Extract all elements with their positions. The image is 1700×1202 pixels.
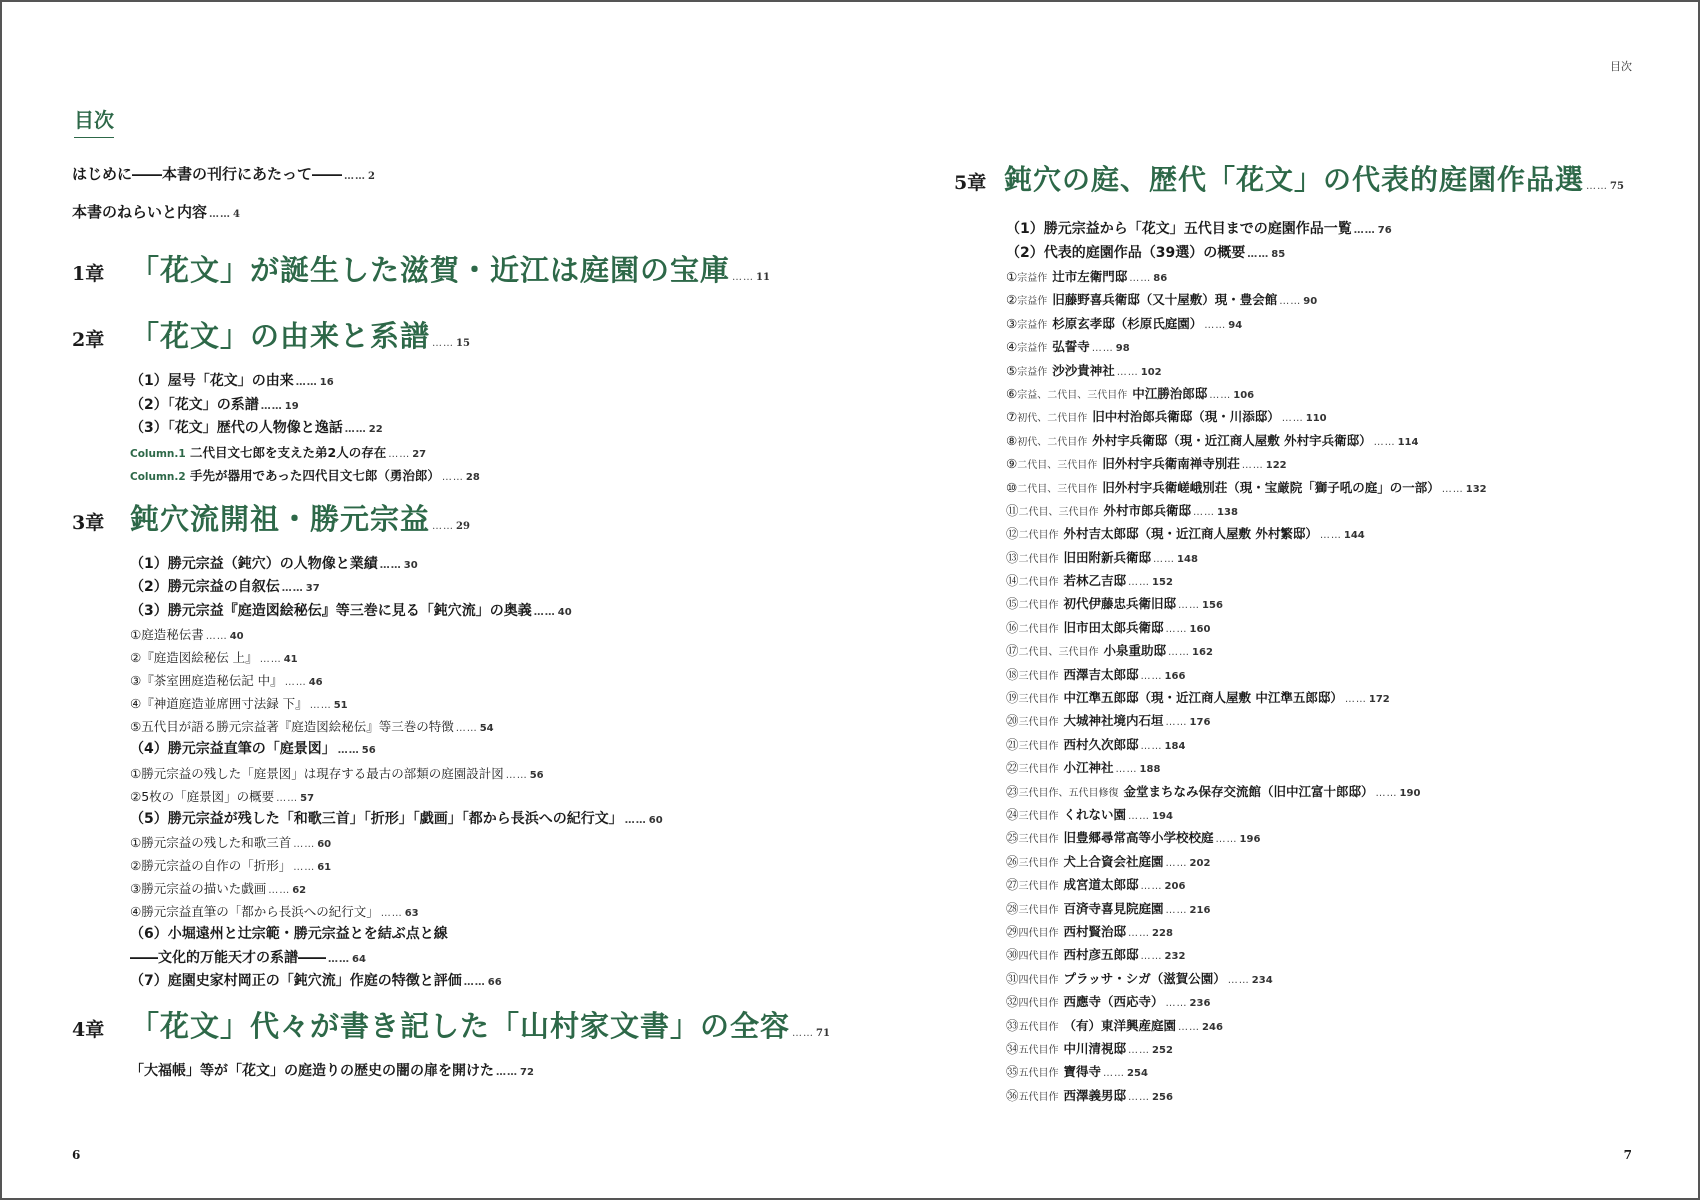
item-name: 西村久次郎邸 [1063, 736, 1139, 752]
item-role: 四代目作 [1018, 951, 1059, 963]
item-number: ⑲ [1006, 690, 1019, 706]
item-name: プラッサ・シガ（滋賀公園） [1063, 970, 1226, 986]
item-name: 旧外村宇兵衛南禅寺別荘 [1102, 456, 1240, 472]
toc-section[interactable]: （1）勝元宗益（鈍穴）の人物像と業績 …… 30 [130, 555, 418, 572]
toc-work-item[interactable]: ㉞五代目作 中川清視邸 …… 252 [1006, 1040, 1173, 1056]
toc-column-entry[interactable]: Column.1 二代目文七郎を支えた弟2人の存在 …… 27 [130, 441, 802, 464]
item-number: ⑭ [1006, 573, 1019, 589]
item-role: 宗益作 [1017, 273, 1048, 284]
item-role: 宗益作 [1017, 296, 1048, 308]
toc-work-item[interactable]: ㉝五代目作 （有）東洋興産庭園 …… 246 [1006, 1017, 1223, 1033]
item-number: ㉕ [1006, 830, 1019, 846]
entry-text: はじめに――本書の刊行にあたって―― [72, 165, 343, 183]
toc-section[interactable]: （7）庭園史家村岡正の「鈍穴流」作庭の特徴と評価 …… 66 [130, 973, 502, 989]
item-role: 五代目作 [1018, 1044, 1059, 1056]
item-role: 宗益作 [1017, 319, 1048, 331]
toc-subsection[interactable]: ④『神道庭造並席囲寸法録 下』 …… 51 [130, 696, 348, 711]
item-name: 中川清視邸 [1063, 1040, 1127, 1056]
item-number: ① [1006, 269, 1018, 284]
toc-work-item[interactable]: ⑧初代、二代目作 外村宇兵衛邸（現・近江商人屋敷 外村宇兵衛邸） …… 114 [1006, 432, 1419, 448]
toc-entry-aims[interactable]: 本書のねらいと内容 …… 4 [72, 203, 240, 221]
toc-work-item[interactable]: ㉟五代目作 寶得寺 …… 254 [1006, 1064, 1148, 1080]
item-name: 中江準五郎邸（現・近江商人屋敷 中江準五郎邸） [1063, 690, 1343, 706]
item-name: 西村賢治邸 [1063, 923, 1127, 939]
item-name: 杉原玄孝邸（杉原氏庭園） [1052, 315, 1203, 331]
toc-subsection[interactable]: ②勝元宗益の自作の「折形」 …… 61 [130, 858, 332, 873]
page-number: 7 [1623, 1148, 1632, 1162]
item-role: 二代目作 [1018, 600, 1059, 612]
item-name: 寶得寺 [1063, 1064, 1102, 1080]
page-ref: 228 [1152, 927, 1173, 939]
item-role: 初代、二代目作 [1017, 436, 1088, 448]
page-ref: 206 [1164, 881, 1186, 893]
page-ref: 102 [1140, 366, 1162, 378]
toc-work-item[interactable]: ㉒三代目作 小江神社 …… 188 [1006, 760, 1161, 776]
item-name: 若林乙吉邸 [1063, 573, 1127, 589]
item-role: 五代目作 [1018, 1068, 1059, 1080]
item-name: 西應寺（西応寺） [1063, 994, 1164, 1010]
item-role: 二代目作 [1018, 553, 1059, 565]
toc-work-item[interactable]: ⑰二代目、三代目作 小泉重助邸 …… 162 [1006, 643, 1213, 659]
chapter-title: 鈍穴の庭、歴代「花文」の代表的庭園作品選 [1004, 163, 1585, 196]
item-name: 西村彦五郎邸 [1063, 947, 1139, 963]
item-role: 三代目作 [1018, 834, 1059, 846]
page-ref: 254 [1127, 1068, 1148, 1080]
toc-work-item[interactable]: ㉕三代目作 旧豊郷尋常高等小学校校庭 …… 196 [1006, 830, 1261, 846]
item-number: ㉜ [1006, 994, 1019, 1010]
item-role: 三代目作 [1018, 764, 1059, 776]
item-role: 四代目作 [1018, 998, 1059, 1010]
page-ref: 29 [456, 520, 470, 532]
toc-work-item[interactable]: ⑫二代目作 外村吉太郎邸（現・近江商人屋敷 外村繁邸） …… 144 [1006, 526, 1365, 542]
item-role: 二代目作 [1018, 577, 1059, 589]
page-ref: 106 [1233, 389, 1255, 401]
item-role: 二代目、三代目作 [1017, 483, 1098, 495]
item-number: ㉞ [1006, 1040, 1019, 1056]
item-role: 二代目作 [1018, 623, 1059, 635]
item-number: ⑦ [1006, 409, 1018, 425]
page-ref: 86 [1153, 273, 1168, 284]
item-name: 旧中村治郎兵衛邸（現・川添邸） [1092, 409, 1280, 425]
toc-subsection[interactable]: ③『茶室囲庭造秘伝記 中』 …… 46 [130, 673, 323, 688]
item-number: ㉓ [1006, 783, 1019, 799]
toc-work-item[interactable]: ㉖三代目作 犬上合資会社庭園 …… 202 [1006, 853, 1211, 869]
entry-text: 本書のねらいと内容 [72, 203, 208, 221]
toc-work-item[interactable]: ⑦初代、二代目作 旧中村治郎兵衛邸（現・川添邸） …… 110 [1006, 409, 1327, 425]
page-number: 6 [72, 1148, 81, 1162]
toc-subsection[interactable]: ①勝元宗益の残した和歌三首 …… 60 [130, 835, 332, 850]
item-name: 金堂まちなみ保存交流館（旧中江富十郎邸） [1123, 783, 1374, 799]
item-number: ㉒ [1006, 760, 1019, 776]
page-ref: 94 [1228, 319, 1243, 331]
page-ref: 114 [1397, 436, 1419, 448]
toc-subsection[interactable]: ①庭造秘伝書 …… 40 [130, 627, 244, 642]
toc-work-item[interactable]: ③宗益作 杉原玄孝邸（杉原氏庭園） …… 94 [1006, 315, 1243, 331]
chapter-number: 3章 [72, 511, 105, 534]
toc-subsection[interactable]: ④勝元宗益直筆の「都から長浜への紀行文」 …… 63 [130, 904, 419, 919]
item-number: ③ [1006, 315, 1018, 331]
toc-work-item[interactable]: ㉙四代目作 西村賢治邸 …… 228 [1006, 923, 1173, 939]
item-number: ⑥ [1006, 385, 1018, 401]
chapter-title: 「花文」代々が書き記した「山村家文書」の全容 [130, 1008, 791, 1043]
page-ref: 138 [1217, 506, 1238, 518]
item-role: 宗益、二代目、三代目作 [1017, 389, 1128, 401]
item-number: ㊱ [1006, 1087, 1019, 1103]
page-ref: 4 [233, 209, 240, 220]
toc-section[interactable]: （2）勝元宗益の自叙伝 …… 37 [130, 579, 320, 595]
page-ref: 232 [1164, 951, 1186, 963]
toc-work-item[interactable]: ㉚四代目作 西村彦五郎邸 …… 232 [1006, 947, 1186, 963]
item-name: 中江勝治郎邸 [1132, 385, 1208, 401]
page-ref: 110 [1305, 413, 1327, 425]
item-role: 三代目作 [1018, 694, 1059, 706]
page-ref: 166 [1164, 670, 1186, 682]
item-number: ㉔ [1006, 806, 1019, 822]
item-number: ㉙ [1006, 923, 1019, 939]
item-name: 外村市郎兵衛邸 [1103, 502, 1192, 518]
page-ref: 216 [1189, 904, 1211, 916]
toc-work-item[interactable]: ⑭二代目作 若林乙吉邸 …… 152 [1006, 573, 1173, 589]
page-ref: 194 [1152, 810, 1173, 822]
item-number: ⑫ [1006, 526, 1019, 542]
toc-work-item[interactable]: ⑳三代目作 大城神社境内石垣 …… 176 [1006, 713, 1211, 729]
toc-work-item[interactable]: ㉛四代目作 プラッサ・シガ（滋賀公園） …… 234 [1006, 970, 1273, 986]
page-ref: 246 [1202, 1021, 1223, 1033]
page-ref: 190 [1399, 787, 1421, 799]
item-role: 三代目作 [1018, 740, 1059, 752]
item-number: ⑱ [1006, 666, 1019, 682]
chapter-2-heading[interactable]: 2章 「花文」の由来と系譜 …… 15 [72, 310, 802, 370]
item-number: ⑳ [1006, 713, 1019, 729]
page-ref: 234 [1251, 974, 1273, 986]
chapter-4-heading[interactable]: 4章 「花文」代々が書き記した「山村家文書」の全容 …… 71 [72, 1000, 802, 1060]
toc-work-item[interactable]: ㉜四代目作 西應寺（西応寺） …… 236 [1006, 994, 1211, 1010]
page-ref: 172 [1368, 694, 1390, 706]
item-number: ⑩ [1006, 479, 1018, 495]
item-name: くれない園 [1063, 806, 1127, 822]
page-ref: 236 [1189, 998, 1211, 1010]
toc-work-item[interactable]: ⑮二代目作 初代伊藤忠兵衛旧邸 …… 156 [1006, 596, 1223, 612]
toc-work-item[interactable]: ⑨二代目、三代目作 旧外村宇兵衛南禅寺別荘 …… 122 [1006, 456, 1287, 472]
toc-entry-intro[interactable]: はじめに――本書の刊行にあたって―― …… 2 [72, 165, 375, 183]
item-role: 二代目、三代目作 [1018, 647, 1099, 659]
left-toc-column [72, 162, 830, 1083]
item-name: 旧田附新兵衛邸 [1063, 549, 1152, 565]
toc-work-item[interactable]: ⑤宗益作 沙沙貴神社 …… 102 [1006, 362, 1162, 378]
toc-section[interactable]: （2）代表的庭園作品（39選）の概要 …… 85 [1006, 244, 1286, 261]
chapter-1-heading[interactable]: 1章 「花文」が誕生した滋賀・近江は庭園の宝庫 …… 11 [72, 244, 802, 304]
item-name: 初代伊藤忠兵衛旧邸 [1063, 596, 1177, 612]
item-role: 三代目作 [1018, 670, 1059, 682]
chapter-title: 「花文」が誕生した滋賀・近江は庭園の宝庫 [130, 253, 731, 287]
item-number: ⑯ [1006, 619, 1019, 635]
toc-work-item[interactable]: ⑬二代目作 旧田附新兵衛邸 …… 148 [1006, 549, 1198, 565]
toc-work-item[interactable]: ⑯二代目作 旧市田太郎兵衛邸 …… 160 [1006, 619, 1211, 635]
toc-section-continuation[interactable]: ――文化的万能天才の系譜―― …… 64 [130, 949, 366, 966]
item-name: 小泉重助邸 [1103, 643, 1167, 659]
item-number: ② [1006, 292, 1018, 308]
chapter-3-heading[interactable]: 3章 鈍穴流開祖・勝元宗益 …… 29 [72, 493, 802, 553]
toc-work-item[interactable]: ⑱三代目作 西澤吉太郎邸 …… 166 [1006, 666, 1186, 682]
item-name: （有）東洋興産庭園 [1063, 1017, 1177, 1033]
toc-section[interactable]: （3）勝元宗益『庭造図絵秘伝』等三巻に見る「鈍穴流」の奥義 …… 40 [130, 602, 572, 619]
page-title: 目次 [74, 104, 114, 138]
toc-section[interactable]: （1）屋号「花文」の由来 …… 16 [130, 373, 334, 389]
page-ref: 75 [1610, 181, 1624, 192]
page-ref: 152 [1152, 577, 1173, 589]
chapter-title: 「花文」の由来と系譜 [130, 319, 431, 353]
item-role: 五代目作 [1018, 1091, 1059, 1103]
item-name: 旧外村宇兵衛嵯峨別荘（現・宝厳院「獅子吼の庭」の一部） [1102, 479, 1440, 495]
page-ref: 256 [1152, 1091, 1173, 1103]
chapter-number: 1章 [72, 263, 105, 285]
item-role: 三代目作 [1018, 810, 1059, 822]
toc-work-item[interactable]: ①宗益作 辻市左衛門邸 …… 86 [1006, 269, 1168, 284]
item-role: 三代目作 [1018, 881, 1059, 893]
item-number: ⑰ [1006, 643, 1019, 659]
toc-work-item[interactable]: ⑥宗益、二代目、三代目作 中江勝治郎邸 …… 106 [1006, 385, 1255, 401]
toc-subsection[interactable]: ③勝元宗益の描いた戯画 …… 62 [130, 881, 307, 896]
toc-section[interactable]: 「大福帳」等が「花文」の庭造りの歴史の闇の扉を開けた …… 72 [130, 1062, 534, 1079]
chapter-5-heading[interactable]: 5章 鈍穴の庭、歴代「花文」の代表的庭園作品選 …… 75 [954, 162, 1634, 216]
item-number: ㉛ [1006, 970, 1019, 986]
item-name: 犬上合資会社庭園 [1063, 853, 1164, 869]
item-name: 成宮道太郎邸 [1063, 877, 1139, 893]
item-name: 沙沙貴神社 [1052, 362, 1115, 378]
right-page [852, 2, 1700, 1202]
page-ref: 90 [1303, 296, 1318, 308]
item-role: 四代目作 [1018, 927, 1059, 939]
item-number: ㉝ [1006, 1017, 1019, 1033]
item-name: 小江神社 [1063, 760, 1114, 776]
item-number: ㉑ [1006, 736, 1019, 752]
page-ref: 122 [1265, 460, 1287, 472]
item-name: 西澤吉太郎邸 [1063, 666, 1139, 682]
toc-section[interactable]: （6）小堀遠州と辻宗範・勝元宗益とを結ぶ点と線 [130, 926, 448, 942]
page-ref: 160 [1189, 623, 1211, 635]
page-ref: 148 [1177, 553, 1198, 565]
toc-column-entry[interactable]: Column.2 手先が器用であった四代目文七郎（勇治郎） …… 28 [130, 464, 802, 487]
item-number: ⑨ [1006, 456, 1018, 472]
item-role: 三代目作 [1018, 904, 1059, 916]
item-role: 二代目、三代目作 [1017, 460, 1098, 472]
item-number: ㉗ [1006, 877, 1019, 893]
toc-work-item[interactable]: ②宗益作 旧藤野喜兵衛邸（又十屋敷）現・豊会館 …… 90 [1006, 292, 1318, 308]
page-ref: 188 [1139, 764, 1161, 776]
item-number: ㉚ [1006, 947, 1019, 963]
toc-work-item[interactable]: ㉔三代目作 くれない園 …… 194 [1006, 806, 1173, 822]
toc-subsection[interactable]: ②『庭造図絵秘伝 上』 …… 41 [130, 650, 298, 665]
page-ref: 176 [1189, 717, 1211, 729]
toc-section[interactable]: （3）「花文」歴代の人物像と逸話 …… 22 [130, 420, 383, 436]
toc-work-item[interactable]: ㉑三代目作 西村久次郎邸 …… 184 [1006, 736, 1186, 752]
item-number: ④ [1006, 339, 1018, 355]
chapter-number: 5章 [954, 172, 987, 194]
toc-subsection[interactable]: ⑤五代目が語る勝元宗益著『庭造図絵秘伝』等三巻の特徴 …… 54 [130, 719, 494, 734]
item-name: 百済寺喜見院庭園 [1063, 900, 1164, 916]
column-label: Column.1 [130, 447, 186, 460]
item-role: 四代目作 [1018, 974, 1059, 986]
garden-works-list [1006, 265, 1634, 1107]
toc-work-item[interactable]: ④宗益作 弘誓寺 …… 98 [1006, 339, 1130, 355]
item-name: 外村吉太郎邸（現・近江商人屋敷 外村繁邸） [1063, 526, 1318, 542]
page-ref: 156 [1202, 600, 1223, 612]
toc-section[interactable]: （1）勝元宗益から「花文」五代目までの庭園作品一覧 …… 76 [1006, 221, 1392, 237]
item-number: ㉟ [1006, 1064, 1019, 1080]
right-toc-column [954, 162, 1634, 1107]
item-name: 旧藤野喜兵衛邸（又十屋敷）現・豊会館 [1052, 292, 1278, 308]
page-ref: 2 [368, 171, 375, 182]
toc-section[interactable]: （4）勝元宗益直筆の「庭景図」 …… 56 [130, 741, 376, 757]
page-ref: 252 [1152, 1044, 1173, 1056]
toc-subsection[interactable]: ①勝元宗益の残した「庭景図」は現存する最古の部類の庭園設計図 …… 56 [130, 765, 544, 781]
chapter-number: 2章 [72, 329, 105, 351]
item-name: 旧豊郷尋常高等小学校校庭 [1063, 830, 1214, 846]
toc-work-item[interactable]: ⑪二代目、三代目作 外村市郎兵衛邸 …… 138 [1006, 502, 1238, 518]
item-name: 旧市田太郎兵衛邸 [1063, 619, 1164, 635]
toc-work-item[interactable]: ㊱五代目作 西澤義男邸 …… 256 [1006, 1087, 1173, 1103]
item-role: 五代目作 [1018, 1021, 1059, 1033]
page-ref: 196 [1239, 834, 1261, 846]
page-ref: 15 [456, 338, 470, 349]
toc-section[interactable]: （5）勝元宗益が残した「和歌三首」「折形」「戯画」「都から長浜への紀行文」 …… 60 [130, 810, 663, 827]
page-ref: 71 [816, 1027, 830, 1039]
toc-work-item[interactable]: ⑲三代目作 中江準五郎邸（現・近江商人屋敷 中江準五郎邸） …… 172 [1006, 690, 1390, 706]
page-ref: 132 [1465, 483, 1487, 495]
toc-work-item[interactable]: ⑩二代目、三代目作 旧外村宇兵衛嵯峨別荘（現・宝厳院「獅子吼の庭」の一部） …… 132 [1006, 479, 1487, 495]
toc-work-item[interactable]: ㉘三代目作 百済寺喜見院庭園 …… 216 [1006, 900, 1211, 916]
toc-subsection[interactable]: ②5枚の「庭景図」の概要 …… 57 [130, 788, 315, 804]
chapter-number: 4章 [72, 1018, 105, 1041]
item-number: ㉖ [1006, 853, 1019, 869]
item-role: 三代目作 [1018, 857, 1059, 869]
chapter-title: 鈍穴流開祖・勝元宗益 [130, 501, 431, 536]
item-number: ⑮ [1006, 596, 1019, 612]
item-name: 弘誓寺 [1052, 339, 1090, 355]
item-role: 初代、二代目作 [1017, 413, 1088, 425]
item-role: 二代目作 [1018, 530, 1059, 542]
item-name: 大城神社境内石垣 [1063, 713, 1164, 729]
item-number: ⑬ [1006, 549, 1019, 565]
item-number: ㉘ [1006, 900, 1019, 916]
left-page [2, 2, 852, 1202]
item-role: 三代目作 [1018, 717, 1059, 729]
page-ref: 144 [1343, 530, 1365, 542]
running-head: 目次 [1610, 60, 1632, 73]
item-role: 宗益作 [1017, 343, 1048, 355]
column-label: Column.2 [130, 470, 186, 483]
page-ref: 184 [1164, 740, 1186, 752]
page-ref: 162 [1192, 647, 1213, 659]
item-name: 西澤義男邸 [1063, 1087, 1127, 1103]
item-number: ⑪ [1006, 502, 1019, 518]
item-name: 外村宇兵衛邸（現・近江商人屋敷 外村宇兵衛邸） [1092, 432, 1372, 448]
item-role: 二代目、三代目作 [1018, 506, 1099, 518]
toc-work-item[interactable]: ㉓三代目作、五代目修復 金堂まちなみ保存交流館（旧中江富十郎邸） …… 190 [1006, 783, 1421, 799]
page-ref: 98 [1115, 343, 1130, 355]
page-ref: 202 [1189, 857, 1211, 869]
page-ref: 11 [756, 272, 770, 283]
item-number: ⑧ [1006, 432, 1018, 448]
item-name: 辻市左衛門邸 [1052, 269, 1128, 284]
toc-work-item[interactable]: ㉗三代目作 成宮道太郎邸 …… 206 [1006, 877, 1186, 893]
item-role: 宗益作 [1017, 366, 1048, 378]
item-role: 三代目作、五代目修復 [1018, 787, 1119, 799]
toc-section[interactable]: （2）「花文」の系譜 …… 19 [130, 396, 299, 413]
item-number: ⑤ [1006, 362, 1018, 378]
